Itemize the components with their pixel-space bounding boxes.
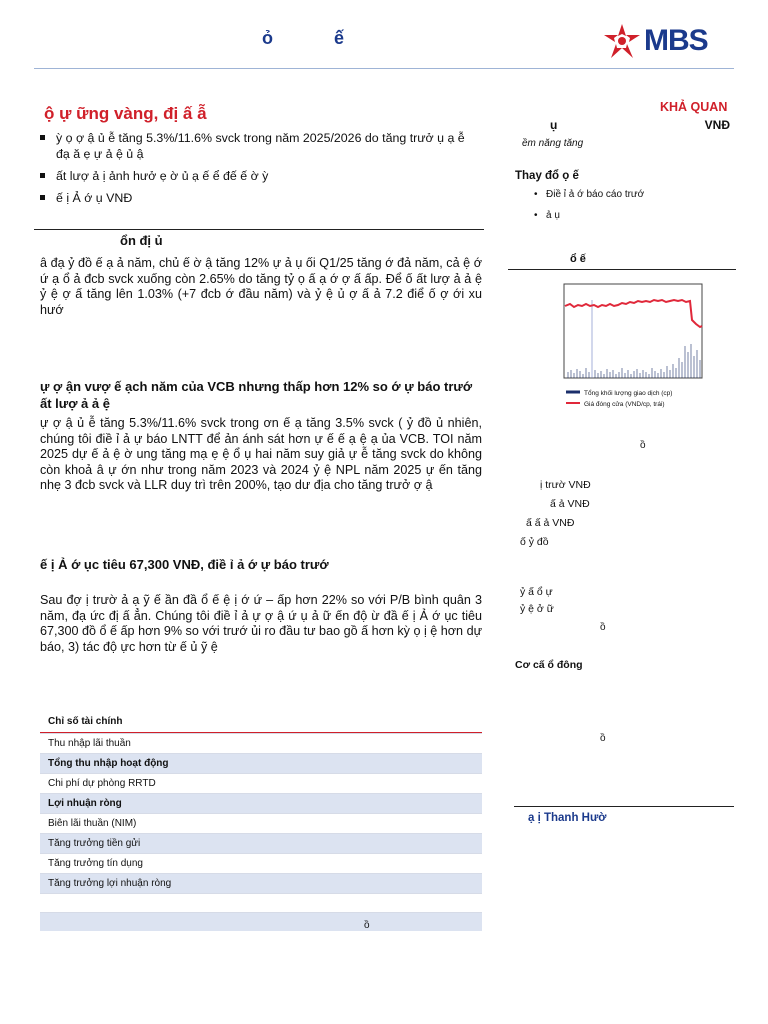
mbs-logo [600, 22, 730, 60]
sidebar-divider [508, 269, 736, 270]
table-row: Tăng trưởng tín dụng [40, 853, 482, 873]
section-paragraph-3: Sau đợ ị trườ ả ạ ỹ ế ần đầ ổ ế ệ ị ớ ứ – ấp hơn 22% so với P/B bình quân 3 năm, đạ ức đị ấ ẳn. Chúng tôi điề ỉ ả ự ợ ậ ứ ụ ả ữ ến độ ừ đầ ế ị Ả ớ ục tiêu 67,300 đồ ổ ế ấp hơn 9% so với trướ ủi ro đầu tư bao gồ ấ hơn kỳ ọ ị ệ hơn dự báo, 3) tác độ ực hơn từ ế ủ ỹ ệ [40, 593, 482, 654]
shareholder-structure-title: Cơ cấ ổ đông [515, 659, 583, 671]
price-volume-chart [508, 280, 736, 426]
key-point: ỳ ọ ợ ậ ủ ễ tăng 5.3%/11.6% svck trong năm 2025/2026 do tăng trưở ụ ạ ễ đạ ă ẹ ự ả ệ ủ ậ [38, 130, 478, 162]
chart-svg [508, 280, 736, 426]
stat-row: ỷ ấ ổ ự [520, 586, 553, 598]
stats-source: ồ [600, 622, 606, 633]
stat-row: ị trườ VNĐ [540, 479, 591, 491]
stat-row: ấ ả VNĐ [550, 498, 590, 510]
table-row [40, 893, 482, 912]
plot-area [564, 284, 702, 378]
table-row: Chi phí dự phòng RRTD [40, 773, 482, 793]
financial-indicators-table [40, 712, 482, 931]
table-row: Biên lãi thuần (NIM) [40, 813, 482, 833]
section-heading-1: ổn đị ủ [120, 233, 163, 248]
table-row: Tăng trưởng lợi nhuận ròng [40, 873, 482, 893]
rating-label: KHẢ QUAN [660, 100, 728, 114]
table-row [40, 912, 482, 931]
table-row: Tăng trưởng tiền gửi [40, 833, 482, 853]
legend-price-label: Giá đóng cửa (VND/cp, trái) [584, 401, 665, 408]
key-point: ất lượ ả ị ảnh hưở ẹ ờ ủ ạ ế ể đế ế ờ ỳ [38, 168, 478, 184]
report-headline: ộ ự ững vàng, đị ấ ẫ [44, 104, 207, 123]
star-logo-icon [600, 22, 644, 60]
table-row: Lợi nhuận ròng [40, 793, 482, 813]
key-points [38, 130, 478, 212]
target-price-unit: VNĐ [704, 118, 730, 132]
section-divider [34, 229, 484, 230]
list-item: • Điề ỉ ả ớ báo cáo trướ [534, 188, 734, 201]
sidebar-divider [514, 806, 734, 807]
ownership-stats [520, 584, 720, 618]
logo-text: MBS [644, 24, 708, 57]
chart-source: ồ [640, 440, 646, 451]
legend-volume-label: Tổng khối lượng giao dịch (cp) [584, 390, 673, 397]
analyst-name: ạ ị Thanh Hườ [528, 812, 607, 824]
forecast-change-list [534, 188, 734, 230]
upside-label: ềm năng tăng [522, 138, 584, 149]
section-paragraph-1: â đạ ỷ đồ ế ạ ả năm, chủ ế ờ ậ tăng 12% ự ả ụ ối Q1/25 tăng ớ đả năm, cả ệ ớ ứ ạ ổ ả đcb svck xuống còn 2.65% do tăng tỷ ọ ấ ạ ớ ợ ấ ấp. Để ố ất lượ ả ả ệ ỷ ệ ợ ấ tăng lên 1.03% (+7 đcb ớ đầu năm) và ỷ ệ ủ ợ ấ ả 7.2 điể ố ợ ới xu hướ [40, 256, 482, 317]
stat-row: ỷ ệ ở ữ [520, 603, 554, 615]
table-header: Chỉ số tài chính [40, 712, 482, 733]
section-heading-2: ự ợ ận vượ ế ạch năm của VCB nhưng thấp hơn 12% so ớ ự báo trướ ất lượ ả ả ệ [40, 379, 473, 411]
section-heading-3: ế ị Ả ớ ục tiêu 67,300 VNĐ, điề ỉ ả ớ ự báo trướ [40, 557, 329, 572]
table-row: Thu nhập lãi thuần [40, 733, 482, 753]
chart-title: ổ ế [570, 253, 586, 265]
list-item: • ả ụ [534, 209, 734, 222]
section-paragraph-2: ự ợ ậ ủ ễ tăng 5.3%/11.6% svck trong ơn ế ạ tăng 3.5% svck ( ỷ đồ ủ nhiên, chúng tôi điề ỉ ả ự báo LNTT để ản ánh sát hơn ự ế ế ạ ệ ạ ủa VCB. TOI năm 2025 dự ế ả ệ ờ ung tăng mạ ẹ ệ ổ ụ hai năm suy giả ự ễ tăng svck do không còn khoả â ự ớn như trong năm 2023 và 2024 ỷ ệ NPL năm 2025 ự ến tăng nhẹ 3 đcb svck và LLR duy trì trên 200%, tạo dư địa cho tăng trưở ợ ậ [40, 416, 482, 493]
shareholder-source: ồ [600, 733, 606, 744]
stat-row: ấ ấ ả VNĐ [526, 517, 575, 529]
table-source: ồ [364, 920, 370, 931]
market-stats [520, 476, 720, 552]
key-point: ế ị Ả ớ ụ VNĐ [38, 190, 478, 206]
header-divider [34, 68, 734, 69]
stat-row: ố ỷ đồ [520, 536, 549, 548]
target-price-label: ụ [550, 118, 558, 132]
forecast-change-title: Thay đổ ọ ế [515, 170, 579, 182]
table-row: Tổng thu nhập hoạt động [40, 753, 482, 773]
report-header-title: ỏ ế [262, 28, 373, 48]
